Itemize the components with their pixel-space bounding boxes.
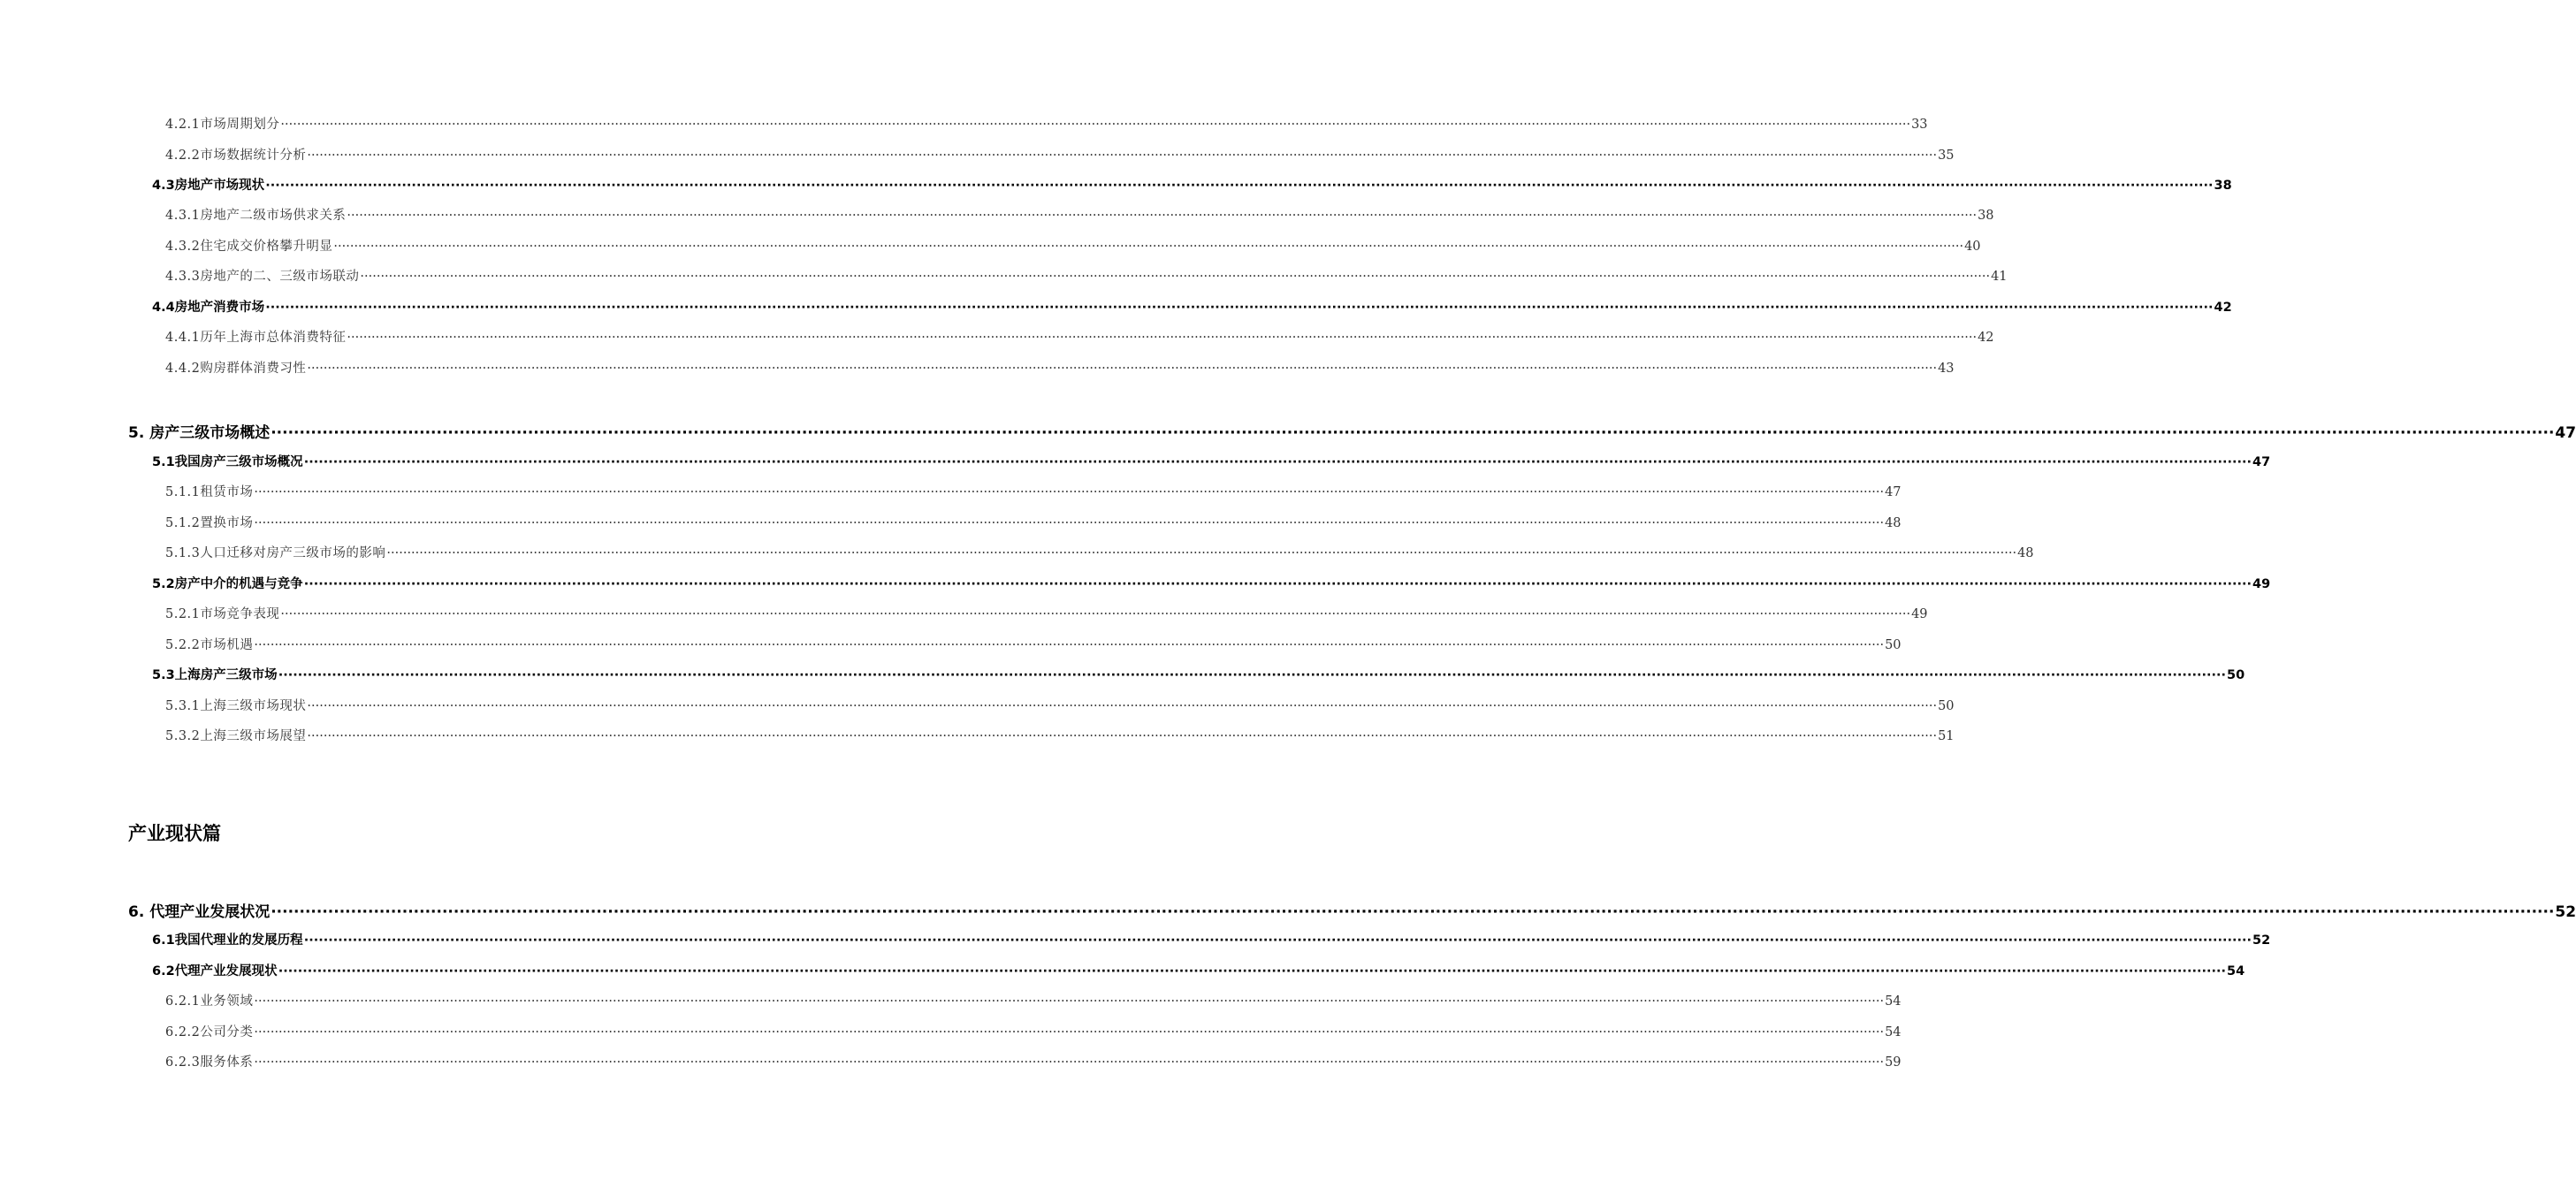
toc-entry-page-number: 47 (1885, 485, 1902, 499)
toc-entry-title: 6.2.3服务体系 (165, 1055, 254, 1070)
part-heading: 产业现状篇 (128, 823, 221, 844)
dot-leader: ················································································································································································································································································································································································································ (347, 209, 1978, 223)
toc-entry-page-number: 47 (2555, 424, 2576, 442)
toc-entry-title: 6.2.1业务领域 (165, 994, 254, 1009)
toc-entry-sub[interactable] (165, 696, 1955, 714)
toc-entry-page-number: 49 (1911, 607, 1928, 621)
toc-entry-page-number: 50 (1885, 638, 1902, 652)
toc-entry-page-number: 48 (1885, 516, 1902, 530)
toc-entry-sub[interactable] (165, 482, 1902, 500)
toc-entry-title: 5.1我国房产三级市场概况 (152, 455, 303, 469)
dot-leader: ················································································································································································································································································································································································································ (278, 668, 2227, 682)
toc-entry-sec[interactable] (152, 574, 2271, 592)
toc-entry-page-number: 41 (1991, 270, 2008, 284)
toc-entry-page-number: 59 (1885, 1055, 1902, 1070)
toc-entry-sub[interactable] (165, 114, 1928, 133)
toc-entry-page-number: 47 (2252, 455, 2271, 469)
toc-entry-sub[interactable] (165, 635, 1902, 653)
toc-entry-sub[interactable] (165, 991, 1902, 1009)
toc-entry-title: 5.3.2上海三级市场展望 (165, 729, 307, 743)
toc-entry-sub[interactable] (165, 513, 1902, 531)
toc-entry-sub[interactable] (165, 726, 1955, 744)
toc-entry-title: 6.1我国代理业的发展历程 (152, 933, 303, 948)
dot-leader: ················································································································································································································································································································································································································ (307, 729, 1938, 743)
toc-entry-sub[interactable] (165, 604, 1928, 622)
toc-entry-title: 5.3.1上海三级市场现状 (165, 699, 307, 713)
toc-entry-sub[interactable] (165, 145, 1955, 164)
toc-entry-sec[interactable] (152, 175, 2232, 194)
toc-entry-title: 5.1.1租赁市场 (165, 485, 254, 499)
toc-entry-title: 4.4.1历年上海市总体消费特征 (165, 331, 347, 345)
dot-leader: ················································································································································································································································································································································································································ (254, 1055, 1885, 1070)
dot-leader: ················································································································································································································································································································································································································ (303, 933, 2252, 948)
toc-entry-title: 4.3.2住宅成交价格攀升明显 (165, 240, 333, 254)
toc-entry-sec[interactable] (152, 665, 2245, 683)
toc-entry-page-number: 43 (1938, 362, 1955, 376)
toc-entry-page-number: 33 (1911, 118, 1928, 132)
toc-entry-title: 4.4.2购房群体消费习性 (165, 362, 307, 376)
toc-entry-page-number: 42 (2214, 301, 2232, 315)
toc-entry-title: 5.1.2置换市场 (165, 516, 254, 530)
dot-leader: ················································································································································································································································································································································································································ (280, 607, 1911, 621)
toc-entry-title: 5.3上海房产三级市场 (152, 668, 278, 682)
dot-leader: ················································································································································································································································································································································································································ (254, 994, 1885, 1009)
dot-leader: ················································································································································································································································································································································································································ (333, 240, 1964, 254)
toc-entry-sub[interactable] (165, 1022, 1902, 1040)
toc-entry-page-number: 48 (2017, 546, 2034, 560)
dot-leader: ················································································································································································································································································································································································································ (265, 179, 2214, 193)
toc-entry-page-number: 42 (1978, 331, 1994, 345)
toc-entry-title: 6. 代理产业发展状况 (128, 903, 271, 921)
toc-entry-page-number: 54 (1885, 994, 1902, 1009)
toc-entry-sub[interactable] (165, 543, 2034, 561)
dot-leader: ················································································································································································································································································································································································································ (386, 546, 2017, 560)
toc-entry-page-number: 52 (2252, 933, 2271, 948)
toc-entry-page-number: 49 (2252, 577, 2271, 591)
toc-entry-title: 4.4房地产消费市场 (152, 301, 265, 315)
toc-entry-page-number: 52 (2555, 903, 2576, 921)
dot-leader: ················································································································································································································································································································································································································ (271, 424, 2555, 442)
toc-entry-title: 4.2.1市场周期划分 (165, 118, 280, 132)
toc-entry-title: 5.2.1市场竞争表现 (165, 607, 280, 621)
toc-entry-sec[interactable] (152, 452, 2271, 470)
toc-entry-page-number: 38 (2214, 179, 2232, 193)
toc-entry-sec[interactable] (152, 930, 2271, 948)
toc-entry-title: 4.3房地产市场现状 (152, 179, 265, 193)
toc-entry-sub[interactable] (165, 1052, 1902, 1070)
toc-entry-page-number: 38 (1978, 209, 1994, 223)
toc-entry-title: 4.3.3房地产的二、三级市场联动 (165, 270, 360, 284)
dot-leader: ················································································································································································································································································································································································································ (307, 148, 1938, 163)
toc-entry-title: 6.2.2公司分类 (165, 1025, 254, 1040)
toc-entry-page-number: 50 (1938, 699, 1955, 713)
dot-leader: ················································································································································································································································································································································································································ (254, 1025, 1885, 1040)
toc-entry-chap[interactable] (128, 899, 2576, 921)
dot-leader: ················································································································································································································································································································································································································ (303, 455, 2252, 469)
toc-entry-sub[interactable] (165, 236, 1981, 255)
dot-leader: ················································································································································································································································································································································································································ (254, 485, 1885, 499)
dot-leader: ················································································································································································································································································································································································································ (280, 118, 1911, 132)
dot-leader: ················································································································································································································································································································································································································ (265, 301, 2214, 315)
toc-entry-sub[interactable] (165, 327, 1994, 346)
dot-leader: ················································································································································································································································································································································································································ (278, 964, 2227, 979)
toc-entry-title: 5.2房产中介的机遇与竞争 (152, 577, 303, 591)
toc-entry-page-number: 51 (1938, 729, 1955, 743)
toc-entry-title: 5.1.3人口迁移对房产三级市场的影响 (165, 546, 386, 560)
toc-entry-sub[interactable] (165, 266, 2008, 285)
dot-leader: ················································································································································································································································································································································································································ (254, 638, 1885, 652)
dot-leader: ················································································································································································································································································································································································································ (307, 699, 1938, 713)
toc-entry-title: 5.2.2市场机遇 (165, 638, 254, 652)
toc-entry-page-number: 54 (1885, 1025, 1902, 1040)
toc-entry-title: 6.2代理产业发展现状 (152, 964, 278, 979)
dot-leader: ················································································································································································································································································································································································································ (303, 577, 2252, 591)
dot-leader: ················································································································································································································································································································································································································ (360, 270, 1991, 284)
toc-entry-title: 4.3.1房地产二级市场供求关系 (165, 209, 347, 223)
dot-leader: ················································································································································································································································································································································································································ (307, 362, 1938, 376)
toc-entry-sec[interactable] (152, 297, 2232, 316)
toc-entry-title: 5. 房产三级市场概述 (128, 424, 271, 442)
dot-leader: ················································································································································································································································································································································································································ (347, 331, 1978, 345)
toc-entry-sub[interactable] (165, 205, 1994, 224)
toc-entry-page-number: 54 (2227, 964, 2245, 979)
toc-entry-page-number: 35 (1938, 148, 1955, 163)
toc-entry-chap[interactable] (128, 420, 2576, 442)
dot-leader: ················································································································································································································································································································································································································ (271, 903, 2555, 921)
toc-entry-title: 4.2.2市场数据统计分析 (165, 148, 307, 163)
toc-entry-page-number: 40 (1964, 240, 1981, 254)
toc-entry-sub[interactable] (165, 358, 1955, 377)
dot-leader: ················································································································································································································································································································································································································ (254, 516, 1885, 530)
toc-entry-sec[interactable] (152, 961, 2245, 979)
toc-entry-page-number: 50 (2227, 668, 2245, 682)
